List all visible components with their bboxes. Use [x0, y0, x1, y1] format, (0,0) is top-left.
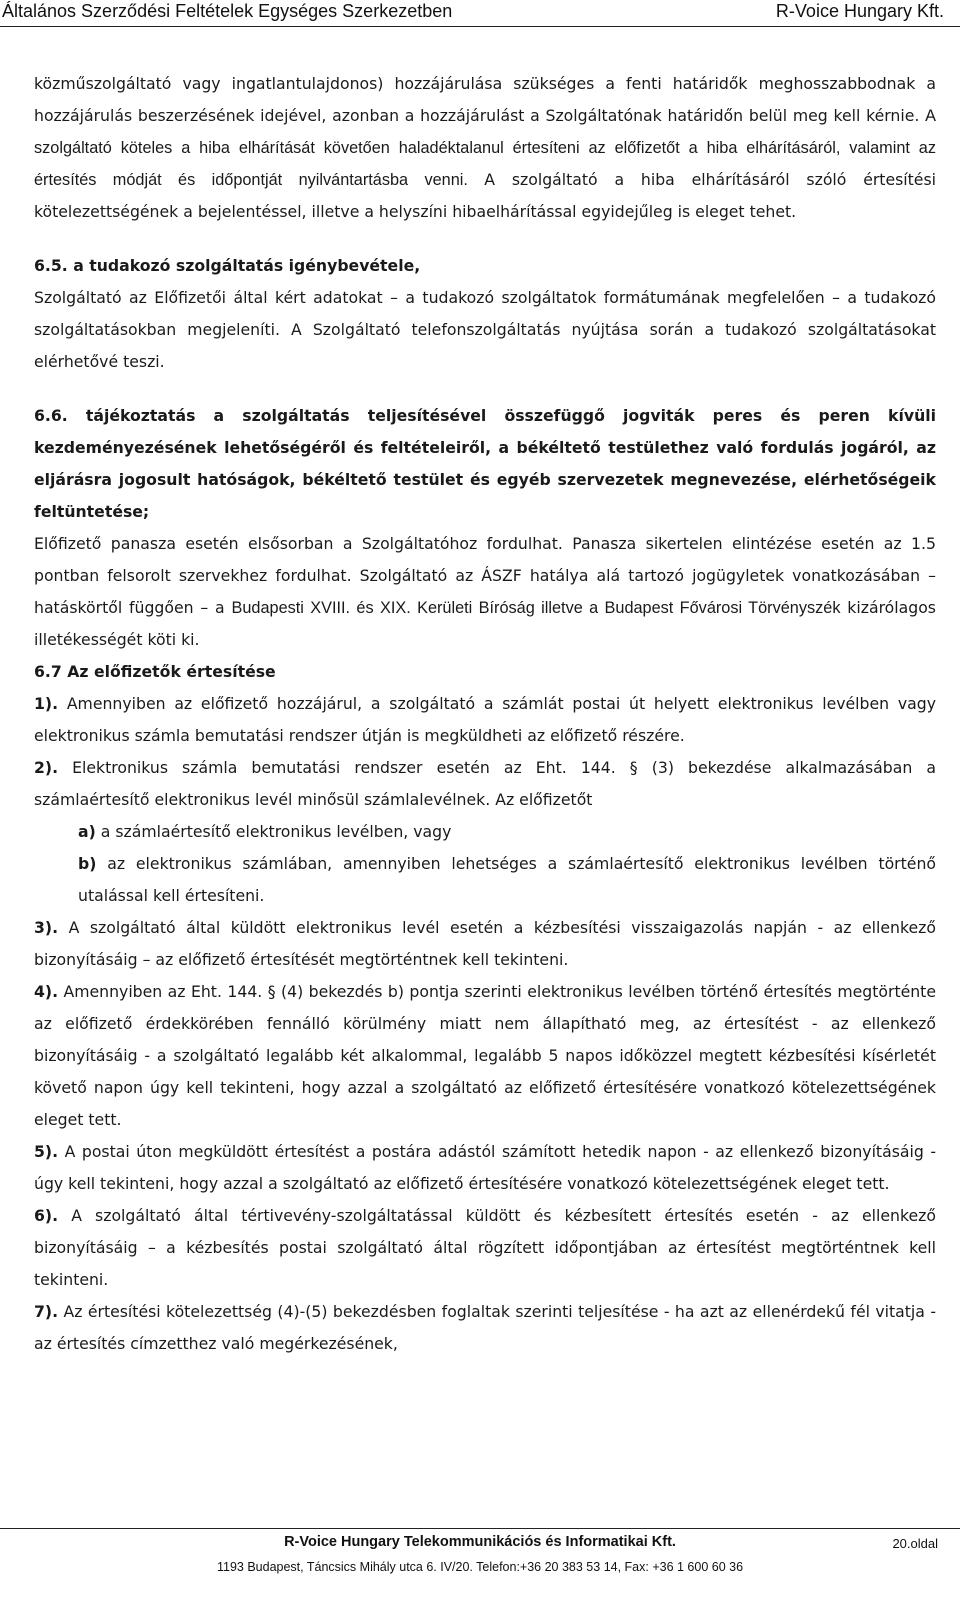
- document-body: [34, 68, 936, 1360]
- item-text: Elektronikus számla bemutatási rendszer esetén az Eht. 144. § (3) bekezdése alkalmazásában a számlaértesítő elektronikus levél minősül számlalevélnek. Az előfizetőt: [34, 758, 936, 809]
- sub-item-a: [34, 816, 936, 848]
- footer-company: R-Voice Hungary Telekommunikációs és Informatikai Kft.: [284, 1534, 676, 1550]
- item-number: 5).: [34, 1142, 59, 1161]
- item-number: 7).: [34, 1302, 59, 1321]
- list-item: [34, 1296, 936, 1360]
- paragraph-text: A szolgáltató a hiba elhárításáról szóló értesítési kötelezettségének a bejelentéssel, illetve a helyszíni hibaelhárítással egyidejűleg is eleget tehet.: [34, 170, 936, 221]
- list-item: [34, 1200, 936, 1296]
- item-text: A szolgáltató által tértivevény-szolgáltatással küldött és kézbesített értesítés esetén - az ellenkező bizonyításáig – a kézbesítés postai szolgáltató által rögzített időpontjában az értesítést megtörténtnek kell tekinteni.: [34, 1206, 936, 1289]
- sub-item-label: b): [78, 854, 97, 873]
- paragraph-text: A szolgáltató köteles a hiba elhárítását követően haladéktalanul értesíteni az előfizetőt a hiba elhárításáról, valamint az értesítés módját és időpontját nyilvántartásba venni.: [34, 107, 936, 189]
- paragraph-text: közműszolgáltató vagy ingatlantulajdonos) hozzájárulása szükséges a fenti határidők meghosszabbodnak a hozzájárulás beszerzésének idejével, azonban a hozzájárulást a Szolgáltatónak határidőn belül meg kell kérnie.: [34, 74, 936, 125]
- page-header: [0, 0, 960, 27]
- item-number: 6).: [34, 1206, 59, 1225]
- item-text: A postai úton megküldött értesítést a postára adástól számított hetedik napon - az ellenkező bizonyításáig - úgy kell tekinteni, hogy azzal a szolgáltató az előfizető értesítésére vonatkozó kötelezettségének eleget tett.: [34, 1142, 936, 1193]
- item-number: 2).: [34, 758, 59, 777]
- paragraph-text: Előfizető panasza esetén elsősorban a Szolgáltatóhoz fordulhat. Panasza sikertelen elintézése esetén az 1.5 pontban felsorolt szervekhez fordulhat. Szolgáltató az ÁSZF hatálya alá tartozó jogügyletek vonatkozásában – hatáskörtől függően – a: [34, 534, 936, 617]
- list-item: [34, 1136, 936, 1200]
- item-text: A szolgáltató által küldött elektronikus levél esetén a kézbesítési visszaigazolás napján - az ellenkező bizonyításáig – az előfizető értesítését megtörténtnek kell tekinteni.: [34, 918, 936, 969]
- sub-item-label: a): [78, 822, 96, 841]
- item-text: Amennyiben az Eht. 144. § (4) bekezdés b) pontja szerinti elektronikus levélben történő értesítés megtörténte az előfizető érdekkörében fennálló körülmény miatt nem állapítható meg, az értesítést - az ellenkező bizonyításáig - a szolgáltató legalább két alkalommal, legalább 5 napos időközzel megtett kézbesítési kísérletét követő napon úgy kell tekinteni, hogy azzal a szolgáltató az előfizető értesítésére vonatkozó kötelezettségének eleget tett.: [34, 982, 936, 1129]
- footer-address: 1193 Budapest, Táncsics Mihály utca 6. IV/20. Telefon:+36 20 383 53 14, Fax: +36 1 600 60 36: [216, 1560, 744, 1574]
- section-6-6-text: [34, 528, 936, 656]
- list-item: [34, 688, 936, 752]
- section-heading-6-5: 6.5. a tudakozó szolgáltatás igénybevétele,: [34, 256, 421, 275]
- item-text: Az értesítési kötelezettség (4)-(5) bekezdésben foglaltak szerinti teljesítése - ha azt az ellenérdekű fél vitatja - az értesítés címzetthez való megérkezésének,: [34, 1302, 936, 1353]
- document-title: Általános Szerződési Feltételek Egységes Szerkezetben: [2, 1, 453, 21]
- item-number: 4).: [34, 982, 59, 1001]
- list-item: [34, 752, 936, 816]
- header-company: R-Voice Hungary Kft.: [775, 1, 944, 21]
- sub-item-text: az elektronikus számlában, amennyiben lehetséges a számlaértesítő elektronikus levélben történő utalással kell értesíteni.: [78, 854, 936, 905]
- sub-item-b: [34, 848, 936, 912]
- paragraph-text: kizárólagos illetékességét köti ki.: [34, 598, 936, 649]
- item-number: 3).: [34, 918, 59, 937]
- paragraph-repair: [34, 68, 936, 228]
- section-heading-6-7: 6.7 Az előfizetők értesítése: [34, 662, 276, 681]
- page-number: 20.oldal: [892, 1536, 938, 1551]
- page-footer: [0, 1528, 960, 1601]
- court-name: illetve a Budapest Fővárosi Törvényszék: [534, 599, 841, 617]
- item-text: Amennyiben az előfizető hozzájárul, a szolgáltató a számlát postai út helyett elektronikus levélben vagy elektronikus számla bemutatási rendszer útján is megküldheti az előfizető részére.: [34, 694, 936, 745]
- section-heading-6-6: 6.6. tájékoztatás a szolgáltatás teljesítésével összefüggő jogviták peres és peren kívüli kezdeményezésének lehetőségéről és feltételeiről, a békéltető testülethez való fordulás jogáról, az eljárásra jogosult hatóságok, békéltető testület és egyéb szervezetek megnevezése, elérhetőségeik feltüntetése;: [34, 406, 936, 521]
- sub-item-text: a számlaértesítő elektronikus levélben, vagy: [100, 822, 452, 841]
- court-name: Budapesti XVIII. és XIX. Kerületi Bíróság: [231, 599, 535, 617]
- item-number: 1).: [34, 694, 59, 713]
- list-item: [34, 976, 936, 1136]
- list-item: [34, 912, 936, 976]
- section-6-5-text: Szolgáltató az Előfizetői által kért adatokat – a tudakozó szolgáltatok formátumának megfelelően – a tudakozó szolgáltatásokban megjeleníti. A Szolgáltató telefonszolgáltatás nyújtása során a tudakozó szolgáltatásokat elérhetővé teszi.: [34, 288, 936, 371]
